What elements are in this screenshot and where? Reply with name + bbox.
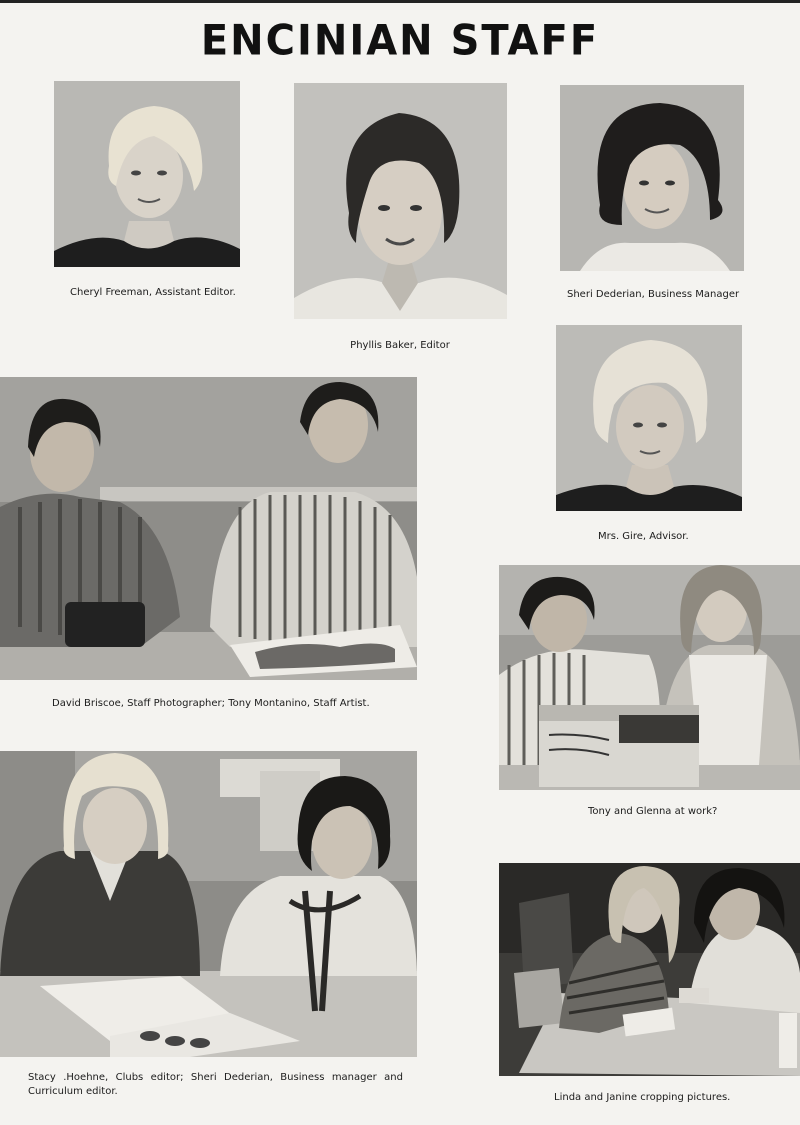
caption-phyllis-baker: Phyllis Baker, Editor [350, 340, 450, 351]
caption-sheri-dederian: Sheri Dederian, Business Manager [567, 289, 740, 300]
caption-briscoe-montanino: David Briscoe, Staff Photographer; Tony Montanino, Staff Artist. [52, 698, 370, 709]
caption-linda-janine: Linda and Janine cropping pictures. [554, 1092, 731, 1103]
caption-hoehne-dederian: Stacy .Hoehne, Clubs editor; Sheri Dederian, Business manager and Curriculum editor. [28, 1072, 403, 1097]
photo-tony-glenna [499, 565, 800, 790]
caption-mrs-gire: Mrs. Gire, Advisor. [598, 531, 689, 542]
page-title: ENCINIAN STAFF [200, 16, 600, 66]
caption-tony-glenna: Tony and Glenna at work? [588, 806, 718, 817]
photo-linda-janine [499, 863, 800, 1076]
portrait-phyllis-baker [294, 83, 507, 319]
photo-briscoe-montanino [0, 377, 417, 680]
portrait-cheryl-freeman [54, 81, 240, 267]
portrait-sheri-dederian [560, 85, 744, 271]
caption-cheryl-freeman: Cheryl Freeman, Assistant Editor. [70, 287, 236, 298]
top-rule [0, 0, 800, 3]
portrait-mrs-gire [556, 325, 742, 511]
photo-hoehne-dederian [0, 751, 417, 1057]
